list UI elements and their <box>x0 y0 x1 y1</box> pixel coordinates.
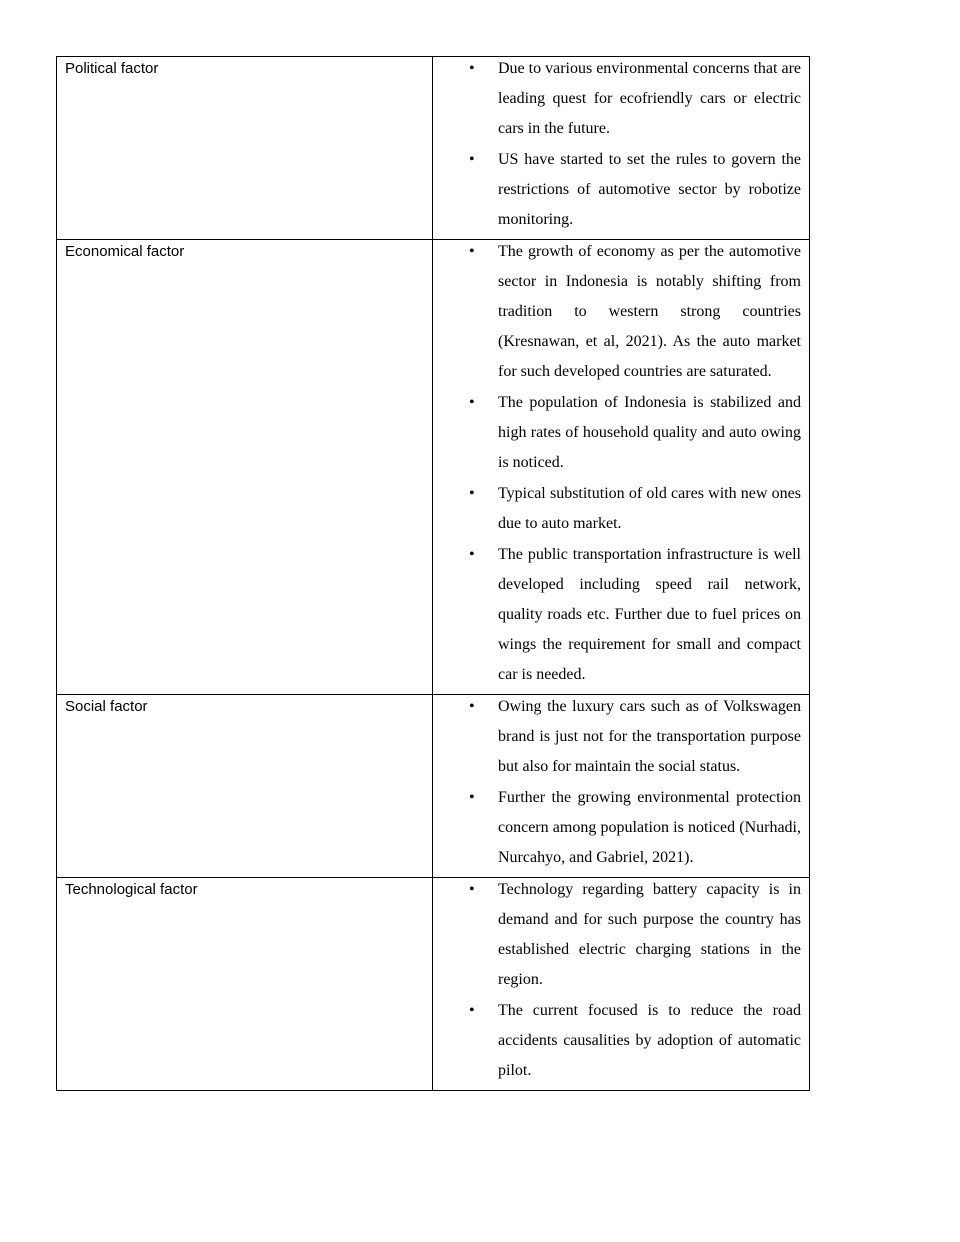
factor-cell <box>57 878 433 1091</box>
list-item-text: The public transportation infrastructure is well developed including speed rail network, quality roads etc. Further due to fuel prices on wings the requirement for small and compact car is needed. <box>498 546 801 683</box>
bullet-list <box>433 692 809 873</box>
bullet-list <box>433 237 809 690</box>
factor-label: Political factor <box>65 60 159 77</box>
list-item <box>433 388 801 478</box>
bullet-list <box>433 875 809 1086</box>
points-cell <box>433 695 810 878</box>
bullet-icon: • <box>469 60 475 77</box>
list-item <box>433 479 801 539</box>
list-item-text: The current focused is to reduce the road accidents causalities by adoption of automatic pilot. <box>498 1002 801 1079</box>
list-item <box>433 237 801 387</box>
bullet-icon: • <box>469 485 475 502</box>
list-item-text: US have started to set the rules to govern the restrictions of automotive sector by robotize monitoring. <box>498 151 801 228</box>
bullet-icon: • <box>469 881 475 898</box>
list-item <box>433 54 801 144</box>
list-item-text: Due to various environmental concerns that are leading quest for ecofriendly cars or electric cars in the future. <box>498 60 801 137</box>
bullet-icon: • <box>469 243 475 260</box>
list-item <box>433 692 801 782</box>
points-cell <box>433 240 810 695</box>
bullet-list <box>433 54 809 235</box>
bullet-icon: • <box>469 789 475 806</box>
points-cell <box>433 57 810 240</box>
bullet-icon: • <box>469 698 475 715</box>
list-item-text: The population of Indonesia is stabilized and high rates of household quality and auto owing is noticed. <box>498 394 801 471</box>
factor-cell <box>57 240 433 695</box>
bullet-icon: • <box>469 1002 475 1019</box>
factor-cell <box>57 57 433 240</box>
points-cell <box>433 878 810 1091</box>
list-item-text: The growth of economy as per the automotive sector in Indonesia is notably shifting from tradition to western strong countries (Kresnawan, et al, 2021). As the auto market for such developed countries are saturated. <box>498 243 801 380</box>
list-item-text: Typical substitution of old cares with new ones due to auto market. <box>498 485 801 532</box>
list-item-text: Technology regarding battery capacity is in demand and for such purpose the country has established electric charging stations in the region. <box>498 881 801 988</box>
table-row <box>57 695 810 878</box>
list-item <box>433 996 801 1086</box>
list-item <box>433 145 801 235</box>
table-row <box>57 57 810 240</box>
list-item-text: Owing the luxury cars such as of Volkswagen brand is just not for the transportation purpose but also for maintain the social status. <box>498 698 801 775</box>
factor-cell <box>57 695 433 878</box>
bullet-icon: • <box>469 394 475 411</box>
pest-analysis-table <box>56 56 810 1091</box>
bullet-icon: • <box>469 151 475 168</box>
list-item <box>433 783 801 873</box>
table-row <box>57 240 810 695</box>
table-row <box>57 878 810 1091</box>
factor-label: Economical factor <box>65 243 185 260</box>
list-item-text: Further the growing environmental protection concern among population is noticed (Nurhadi, Nurcahyo, and Gabriel, 2021). <box>498 789 801 866</box>
list-item <box>433 540 801 690</box>
list-item <box>433 875 801 995</box>
bullet-icon: • <box>469 546 475 563</box>
factor-label: Technological factor <box>65 881 198 898</box>
factor-label: Social factor <box>65 698 148 715</box>
